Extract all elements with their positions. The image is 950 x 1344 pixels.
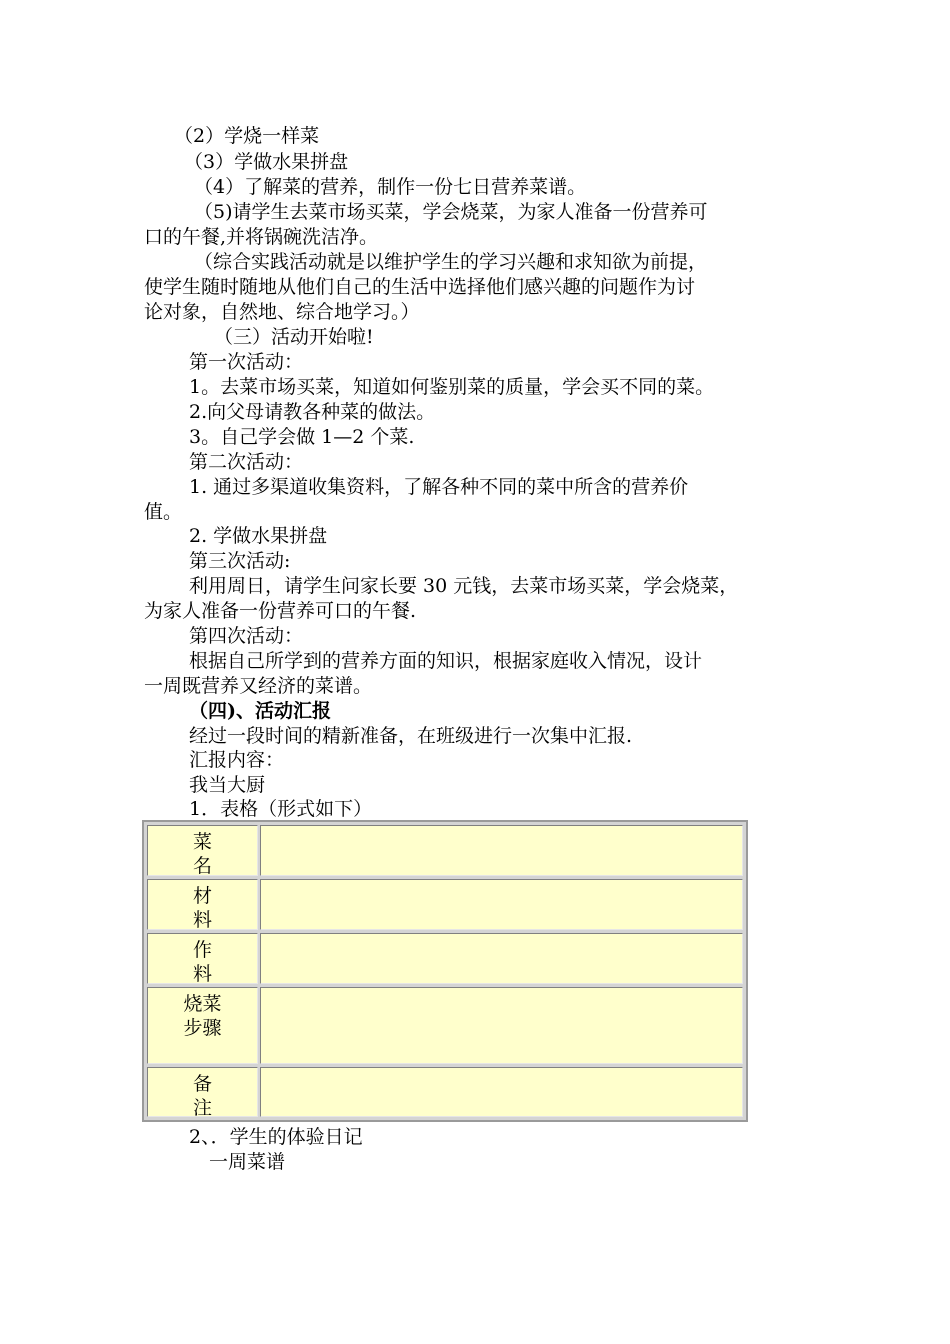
- table-row-label: 备 注: [147, 1067, 258, 1117]
- table-cell-value: [260, 825, 743, 876]
- table-cell-value: [260, 933, 743, 984]
- table-row-label: 材 料: [147, 879, 258, 930]
- text-line: 我当大厨: [189, 774, 266, 796]
- text-line: 1。去菜市场买菜，知道如何鉴别菜的质量，学会买不同的菜。: [189, 376, 715, 398]
- text-line: 1．表格（形式如下）: [189, 798, 373, 820]
- text-line: 利用周日，请学生问家长要 30 元钱，去菜市场买菜，学会烧菜，: [189, 575, 739, 597]
- table-cell-value: [260, 1067, 743, 1117]
- text-line: 1. 通过多渠道收集资料，了解各种不同的菜中所含的营养价: [189, 476, 689, 498]
- text-line: （2）学烧一样菜: [174, 125, 320, 147]
- text-line: 经过一段时间的精新准备，在班级进行一次集中汇报.: [189, 725, 633, 747]
- text-line: 2、．学生的体验日记: [189, 1126, 363, 1148]
- recipe-table: [142, 820, 748, 1122]
- text-line: 第一次活动：: [189, 351, 304, 373]
- text-line: 汇报内容：: [189, 749, 285, 771]
- text-line: 使学生随时随地从他们自己的生活中选择他们感兴趣的问题作为讨: [144, 276, 696, 298]
- text-line: 口的午餐,并将锅碗洗洁净。: [144, 226, 379, 248]
- table-row-label: 菜 名: [147, 825, 258, 876]
- text-line: 一周既营养又经济的菜谱。: [144, 675, 373, 697]
- text-line: 值。: [144, 501, 183, 523]
- text-line: 3。自己学会做 1—2 个菜.: [189, 426, 415, 448]
- text-line: 第三次活动:: [189, 550, 291, 572]
- text-line: （5)请学生去菜市场买菜，学会烧菜，为家人准备一份营养可: [194, 201, 708, 223]
- text-line: （4）了解菜的营养，制作一份七日营养菜谱。: [194, 176, 587, 198]
- section-heading: （四)、活动汇报: [189, 700, 331, 722]
- section-heading: （三）活动开始啦!: [214, 326, 374, 348]
- text-line: 为家人准备一份营养可口的午餐.: [144, 600, 417, 622]
- text-line: 2.向父母请教各种菜的做法。: [189, 401, 436, 423]
- table-cell-value: [260, 987, 743, 1064]
- text-line: 第四次活动：: [189, 625, 304, 647]
- table-row-label: 烧菜 步骤: [147, 987, 258, 1064]
- text-line: 2. 学做水果拼盘: [189, 525, 328, 547]
- text-line: 第二次活动：: [189, 451, 304, 473]
- text-line: 论对象，自然地、综合地学习。）: [144, 301, 420, 323]
- text-line: 一周菜谱: [209, 1151, 286, 1173]
- text-line: （综合实践活动就是以维护学生的学习兴趣和求知欲为前提，: [194, 251, 708, 273]
- text-line: 根据自己所学到的营养方面的知识，根据家庭收入情况，设计: [189, 650, 703, 672]
- table-cell-value: [260, 879, 743, 930]
- table-row-label: 作 料: [147, 933, 258, 984]
- text-line: （3）学做水果拼盘: [184, 151, 349, 173]
